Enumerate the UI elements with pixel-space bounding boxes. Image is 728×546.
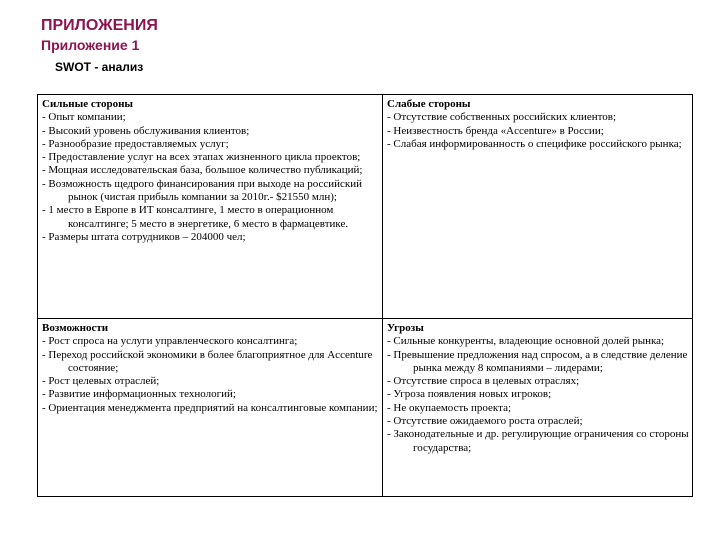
page-title: ПРИЛОЖЕНИЯ [41, 17, 158, 34]
swot-table [37, 94, 693, 497]
list-item: - Развитие информационных технологий; [42, 388, 236, 401]
strengths-list [42, 111, 379, 244]
list-item: - Превышение предложения над спросом, а в следствие деление рынка между 8 компаниями – лидерами; [387, 348, 688, 374]
threats-cell [383, 319, 693, 497]
weaknesses-title: Слабые стороны [387, 98, 471, 110]
opportunities-title: Возможности [42, 322, 109, 334]
list-item: - Переход российской экономики в более благоприятное для Accenture состояние; [42, 348, 373, 374]
swot-row-external [38, 319, 693, 497]
threats-list [387, 335, 689, 455]
list-item: - Отсутствие собственных российских клиентов; [387, 111, 617, 124]
appendix-subtitle: Приложение 1 [41, 37, 140, 53]
list-item: - Предоставление услуг на всех этапах жизненного цикла проектов; [42, 151, 361, 164]
list-item: - Разнообразие предоставляемых услуг; [42, 137, 229, 150]
opportunities-cell [38, 319, 383, 497]
list-item: - Рост целевых отраслей; [42, 375, 160, 388]
opportunities-list [42, 335, 379, 415]
weaknesses-cell [383, 95, 693, 319]
list-item: - Законодательные и др. регулирующие ограничения со стороны государства; [387, 428, 689, 454]
swot-analysis-label: SWOT - анализ [55, 60, 144, 74]
list-item: - Угроза появления новых игроков; [387, 388, 552, 401]
swot-row-internal [38, 95, 693, 319]
weaknesses-list [387, 111, 689, 151]
threats-title: Угрозы [387, 322, 424, 334]
strengths-cell [38, 95, 383, 319]
list-item: - Неизвестность бренда «Accenture» в России; [387, 124, 604, 137]
list-item: - Не окупаемость проекта; [387, 401, 512, 414]
list-item: - Слабая информированность о специфике российского рынка; [387, 137, 682, 150]
list-item: - 1 место в Европе в ИТ консалтинге, 1 место в операционном консалтинге; 5 место в энергетике, 6 место в фармацевтике. [42, 204, 349, 230]
strengths-title: Сильные стороны [42, 98, 134, 110]
list-item: - Сильные конкуренты, владеющие основной долей рынка; [387, 335, 665, 348]
list-item: - Мощная исследовательская база, большое количество публикаций; [42, 164, 363, 177]
list-item: - Ориентация менеджмента предприятий на консалтинговые компании; [42, 401, 378, 414]
list-item: - Возможность щедрого финансирования при выходе на российский рынок (чистая прибыль компании за 2010г.- $21550 млн); [42, 177, 363, 204]
list-item: - Отсутствие спроса в целевых отраслях; [387, 375, 580, 388]
list-item: - Отсутствие ожидаемого роста отраслей; [387, 415, 583, 428]
list-item: - Высокий уровень обслуживания клиентов; [42, 124, 250, 137]
list-item: - Размеры штата сотрудников – 204000 чел; [42, 230, 246, 243]
list-item: - Рост спроса на услуги управленческого консалтинга; [42, 335, 298, 348]
list-item: - Опыт компании; [42, 111, 126, 124]
